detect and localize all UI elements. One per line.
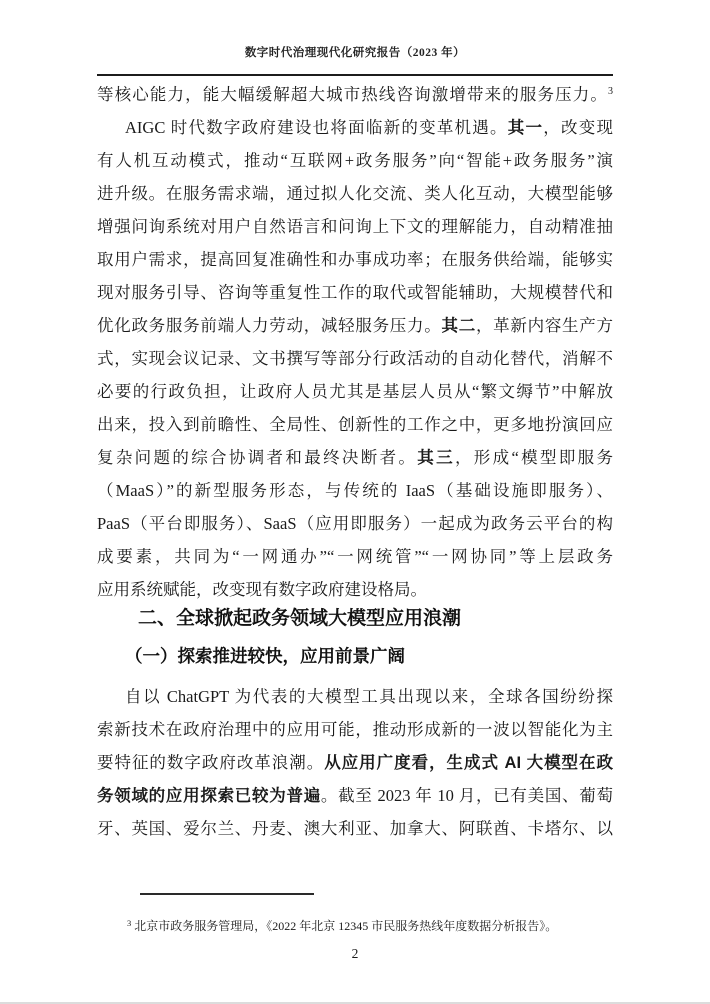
text-run: 。截至 2023 年 10 月，已有美国、葡萄 xyxy=(320,786,613,805)
text-run: 必要的行政负担，让政府人员尤其是基层人员从“繁文缛节”中解放 xyxy=(97,382,613,401)
text-line xyxy=(97,812,613,845)
text-run: 从应用广度看，生成式 AI 大模型在政 xyxy=(324,754,613,772)
text-run: 取用户需求，提高回复准确性和办事成功率；在服务供给端，能够实 xyxy=(97,250,613,269)
footnote-text: 北京市政务服务管理局，《2022 年北京 12345 市民服务热线年度数据分析报告》。 xyxy=(134,919,558,933)
subsection-heading: （一）探索推进较快，应用前景广阔 xyxy=(125,646,405,666)
text-run: 其二 xyxy=(441,316,476,335)
paragraph xyxy=(97,680,613,845)
text-run: 式，实现会议记录、文书撰写等部分行政活动的自动化替代，消解不 xyxy=(97,349,613,368)
text-run: 应用系统赋能，改变现有数字政府建设格局。 xyxy=(97,580,427,599)
footnote-marker: 3 xyxy=(127,918,132,928)
text-line xyxy=(97,309,613,342)
document-body xyxy=(97,78,613,845)
text-run: 增强问询系统对用户自然语言和问询上下文的理解能力，自动精准抽 xyxy=(97,217,613,236)
footnote xyxy=(127,918,627,934)
text-run: 等核心能力，能大幅缓解超大城市热线咨询激增带来的服务压力。 xyxy=(97,85,608,104)
text-run: 进升级。在服务需求端，通过拟人化交流、类人化互动，大模型能够 xyxy=(97,184,613,203)
paragraph xyxy=(97,111,613,606)
text-run: 自以 ChatGPT 为代表的大模型工具出现以来，全球各国纷纷探 xyxy=(125,687,613,706)
text-line xyxy=(97,111,613,144)
text-line xyxy=(97,680,613,713)
text-run: （MaaS）”的新型服务形态，与传统的 IaaS（基础设施即服务）、 xyxy=(97,481,613,500)
text-line xyxy=(97,276,613,309)
text-line xyxy=(97,243,613,276)
paragraph xyxy=(97,78,613,111)
text-run: 要特征的数字政府改革浪潮。 xyxy=(97,753,325,772)
text-run: 务领域的应用探索已较为普遍 xyxy=(97,787,321,805)
text-line xyxy=(97,375,613,408)
text-run: AIGC 时代数字政府建设也将面临新的变革机遇。 xyxy=(125,118,508,137)
text-line xyxy=(97,713,613,746)
text-run: 其三 xyxy=(417,448,455,467)
text-run: 现对服务引导、咨询等重复性工作的取代或智能辅助，大规模替代和 xyxy=(97,283,613,302)
text-run: 索新技术在政府治理中的应用可能，推动形成新的一波以智能化为主 xyxy=(97,720,613,739)
text-run: ，革新内容生产方 xyxy=(475,316,613,335)
text-line xyxy=(97,342,613,375)
text-run: 出来，投入到前瞻性、全局性、创新性的工作之中，更多地扮演回应 xyxy=(97,415,613,434)
text-run: 成要素，共同为“一网通办”“一网统管”“一网协同”等上层政务 xyxy=(97,547,613,566)
footnote-separator xyxy=(140,893,314,895)
text-run: 其一 xyxy=(507,118,544,137)
text-line xyxy=(97,177,613,210)
text-line xyxy=(97,779,613,812)
text-run: ，改变现 xyxy=(543,118,613,137)
text-run: 复杂问题的综合协调者和最终决断者。 xyxy=(97,448,418,467)
text-run: 有人机互动模式，推动“互联网+政务服务”向“智能+政务服务”演 xyxy=(97,151,613,170)
section-heading: 二、全球掀起政务领域大模型应用浪潮 xyxy=(138,608,462,629)
text-line xyxy=(97,441,613,474)
text-line xyxy=(97,210,613,243)
text-line xyxy=(97,507,613,540)
header-rule xyxy=(97,74,613,76)
text-line xyxy=(97,573,613,606)
text-line xyxy=(97,78,613,111)
text-line xyxy=(97,540,613,573)
text-line xyxy=(97,144,613,177)
text-line xyxy=(97,474,613,507)
footnote-ref: 3 xyxy=(608,86,613,97)
text-run: ，形成“模型即服务 xyxy=(454,448,613,467)
text-line xyxy=(97,746,613,779)
text-run: PaaS（平台即服务）、SaaS（应用即服务）一起成为政务云平台的构 xyxy=(97,514,613,533)
page-number: 2 xyxy=(351,946,359,961)
text-run: 牙、英国、爱尔兰、丹麦、澳大利亚、加拿大、阿联酋、卡塔尔、以 xyxy=(97,819,613,838)
text-line xyxy=(97,408,613,441)
text-run: 优化政务服务前端人力劳动，减轻服务压力。 xyxy=(97,316,442,335)
running-header-title: 数字时代治理现代化研究报告（2023 年） xyxy=(244,47,466,59)
